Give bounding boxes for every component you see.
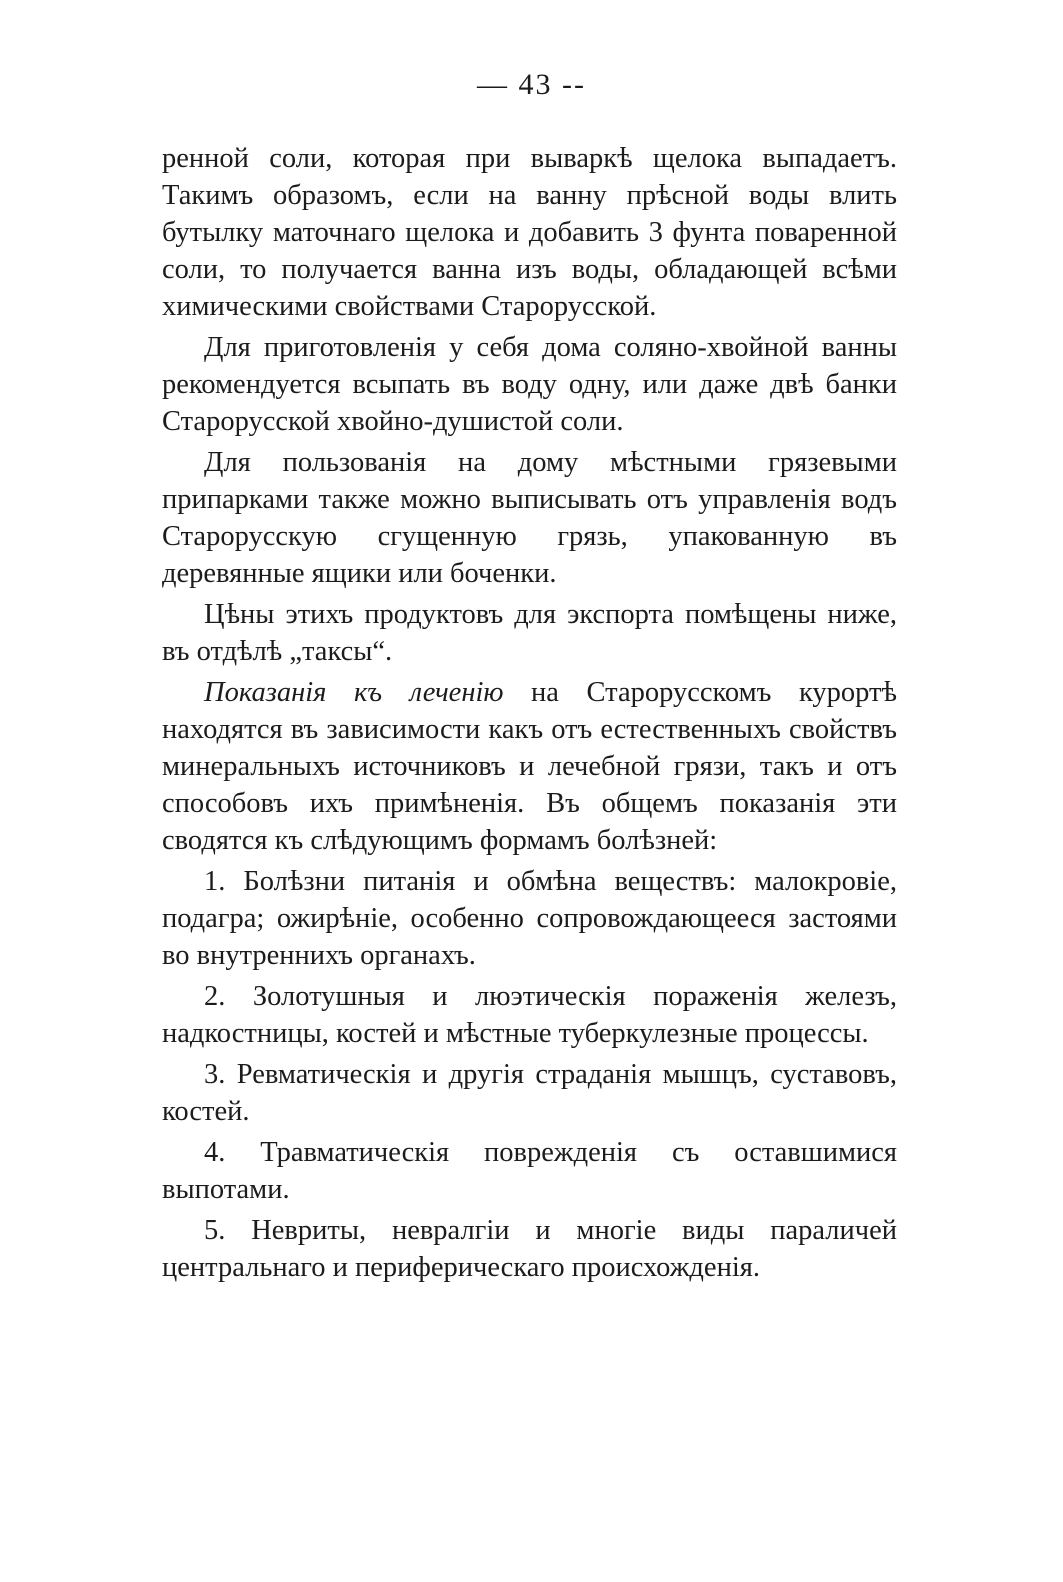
list-item: 4. Травматическія поврежденія съ оставшимися выпотами. [162,1137,897,1205]
list-item: 3. Ревматическія и другія страданія мышцъ, суставовъ, костей. [162,1059,897,1127]
indications-text: на Старорусскомъ курортѣ находятся въ зависимости какъ отъ естественныхъ свойствъ минеральныхъ источниковъ и лечебной грязи, такъ и отъ способовъ ихъ примѣненія. Въ общемъ показанія эти сводятся къ слѣдующимъ формамъ болѣзней: [162,677,897,856]
page-number: — 43 -- [477,68,586,101]
paragraph: ренной соли, которая при вываркѣ щелока выпадаетъ. Такимъ образомъ, если на ванну прѣсной воды влить бутылку маточнаго щелока и добавить 3 фунта поваренной соли, то получается ванна изъ воды, обладающей всѣми химическими свойствами Старорусской. [162,143,897,322]
paragraph: Цѣны этихъ продуктовъ для экспорта помѣщены ниже, въ отдѣлѣ „таксы“. [162,599,897,667]
indications-heading: Показанія къ леченію [204,677,504,708]
indications-paragraph [162,674,897,859]
list-item: 1. Болѣзни питанія и обмѣна веществъ: малокровіе, подагра; ожирѣніе, особенно сопровождающееся застоями во внутреннихъ органахъ. [162,866,897,971]
list-item: 5. Невриты, невралгіи и многіе виды параличей центральнаго и периферическаго происхожденія. [162,1215,897,1283]
list-item: 2. Золотушныя и люэтическія пораженія железъ, надкостницы, костей и мѣстные туберкулезные процессы. [162,981,897,1049]
paragraph: Для приготовленія у себя дома соляно-хвойной ванны рекомендуется всыпать въ воду одну, или даже двѣ банки Старорусской хвойно-душистой соли. [162,332,897,437]
page-body [162,140,897,1290]
paragraph: Для пользованія на дому мѣстными грязевыми припарками также можно выписывать отъ управленія водъ Старорусскую сгущенную грязь, упакованную въ деревянные ящики или боченки. [162,447,897,589]
